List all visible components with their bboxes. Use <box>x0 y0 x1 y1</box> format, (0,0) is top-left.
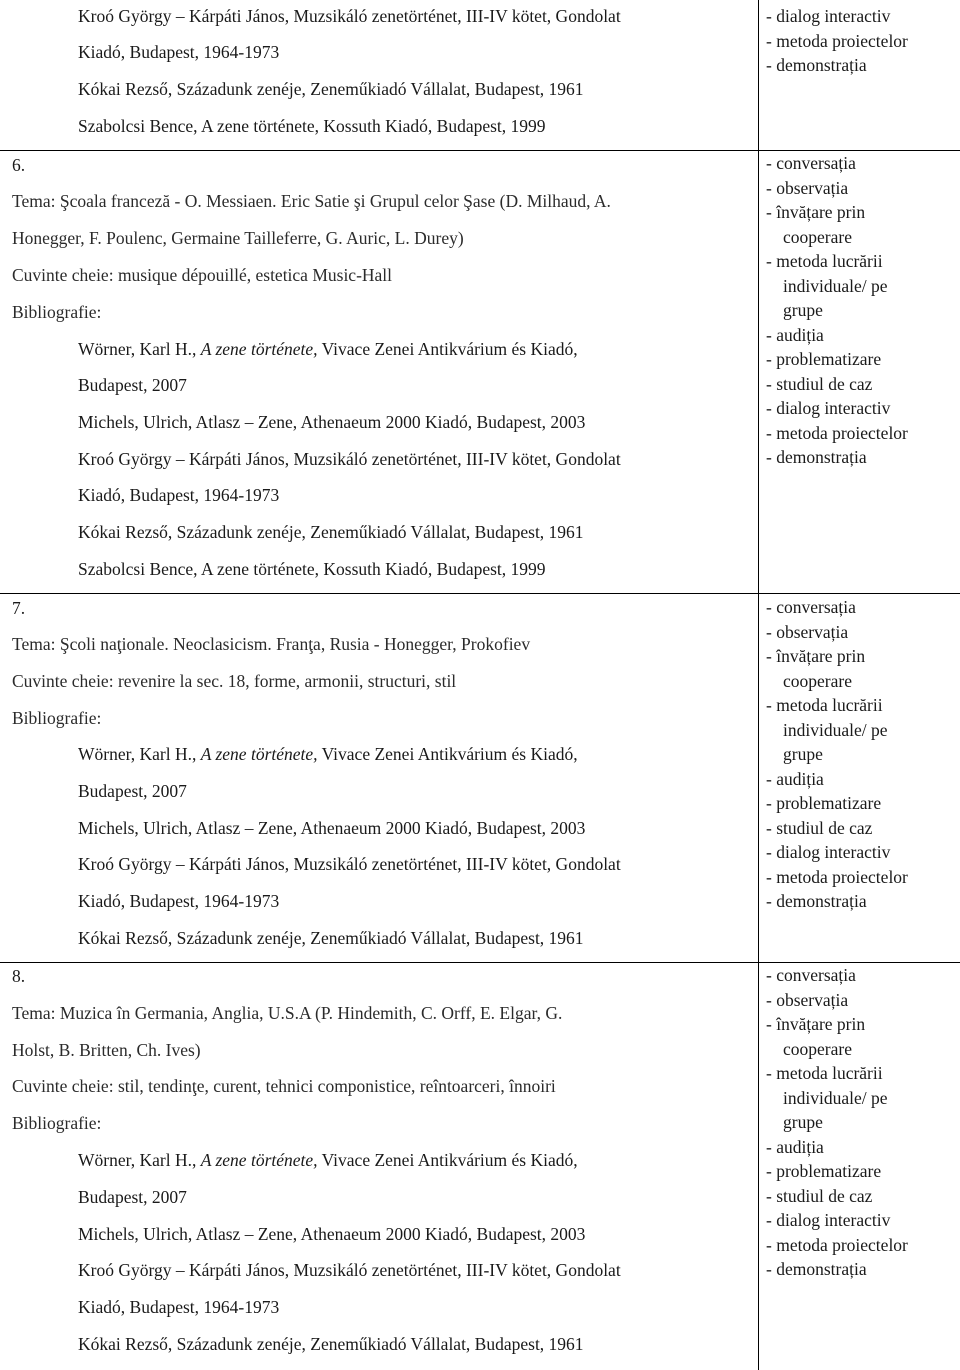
methods-cell-top <box>766 4 908 78</box>
method-item: grupe <box>783 300 823 320</box>
method-item: - observația <box>766 621 849 642</box>
ref-michels: Michels, Ulrich, Atlasz – Zene, Athenaeum 2000 Kiadó, Budapest, 2003 <box>78 818 586 838</box>
methods-cell-8 <box>766 963 908 1282</box>
method-item: - metoda proiectelor <box>766 422 908 443</box>
topic-line1: Tema: Şcoli naţionale. Neoclasicism. Franţa, Rusia - Honegger, Prokofiev <box>12 634 531 654</box>
topic-line1: Tema: Şcoala franceză - O. Messiaen. Eric Satie şi Grupul celor Şase (D. Milhaud, A. <box>12 191 611 211</box>
method-item: - metoda proiectelor <box>766 866 908 887</box>
ref-publisher: Vivace Zenei Antikvárium és Kiadó, <box>317 1150 578 1170</box>
ref-title: A zene története, <box>200 744 318 764</box>
section-number: 6. <box>12 155 26 175</box>
method-item: - observația <box>766 177 849 198</box>
ref-publisher: Vivace Zenei Antikvárium és Kiadó, <box>317 339 578 359</box>
keywords: Cuvinte cheie: stil, tendinţe, curent, tehnici componistice, reîntoarceri, înnoiri <box>12 1076 556 1096</box>
method-item: - învățare prin <box>766 1014 866 1034</box>
method-item: individuale/ pe <box>783 719 888 740</box>
ref-kokai: Kókai Rezső, Századunk zenéje, Zeneműkiadó Vállalat, Budapest, 1961 <box>78 928 584 948</box>
method-item: - dialog interactiv <box>766 1210 891 1230</box>
ref-kroo-line2: Kiadó, Budapest, 1964-1973 <box>78 1297 280 1317</box>
ref-title: A zene története, <box>200 1150 318 1170</box>
ref-worner-line1 <box>78 746 578 764</box>
section-number: 8. <box>12 966 26 986</box>
method-item: - demonstrația <box>766 891 867 911</box>
method-item: - conversația <box>766 153 856 173</box>
method-item: cooperare <box>783 670 852 691</box>
method-item: - dialog interactiv <box>766 6 891 26</box>
method-item: - studiul de caz <box>766 373 873 394</box>
method-item: individuale/ pe <box>783 275 888 296</box>
method-item: - studiul de caz <box>766 817 873 838</box>
ref-kroo-line1: Kroó György – Kárpáti János, Muzsikáló zenetörténet, III-IV kötet, Gondolat <box>78 854 621 874</box>
topic-line2: Holst, B. Britten, Ch. Ives) <box>12 1040 201 1060</box>
ref-kroo-line1: Kroó György – Kárpáti János, Muzsikáló zenetörténet, III-IV kötet, Gondolat <box>78 1260 621 1280</box>
method-item: - problematizare <box>766 793 882 813</box>
method-item: - dialog interactiv <box>766 398 891 418</box>
ref-kroo-line2: Kiadó, Budapest, 1964-1973 <box>78 42 280 62</box>
method-item: individuale/ pe <box>783 1087 888 1108</box>
method-item: - problematizare <box>766 1161 882 1181</box>
ref-title: A zene története, <box>200 339 318 359</box>
ref-kokai: Kókai Rezső, Századunk zenéje, Zeneműkiadó Vállalat, Budapest, 1961 <box>78 79 584 99</box>
ref-author: Wörner, Karl H., <box>78 744 201 764</box>
method-item: - conversația <box>766 965 856 985</box>
method-item: - metoda proiectelor <box>766 30 908 51</box>
method-item: cooperare <box>783 226 852 247</box>
ref-szabolcsi: Szabolcsi Bence, A zene története, Kossuth Kiadó, Budapest, 1999 <box>78 559 546 579</box>
method-item: - învățare prin <box>766 646 866 666</box>
methods-cell-7 <box>766 595 908 914</box>
ref-kokai: Kókai Rezső, Századunk zenéje, Zeneműkiadó Vállalat, Budapest, 1961 <box>78 1334 584 1354</box>
method-item: - demonstrația <box>766 447 867 467</box>
method-item: grupe <box>783 744 823 764</box>
ref-kroo-line2: Kiadó, Budapest, 1964-1973 <box>78 485 280 505</box>
ref-kroo-line1: Kroó György – Kárpáti János, Muzsikáló zenetörténet, III-IV kötet, Gondolat <box>78 449 621 469</box>
ref-michels: Michels, Ulrich, Atlasz – Zene, Athenaeum 2000 Kiadó, Budapest, 2003 <box>78 412 586 432</box>
method-item: - audiția <box>766 324 824 345</box>
bibliography-label: Bibliografie: <box>12 302 102 322</box>
topic-line1: Tema: Muzica în Germania, Anglia, U.S.A (P. Hindemith, C. Orff, E. Elgar, G. <box>12 1003 563 1023</box>
ref-worner-line2: Budapest, 2007 <box>78 781 187 801</box>
ref-worner-line2: Budapest, 2007 <box>78 1187 187 1207</box>
method-item: - audiția <box>766 1136 824 1157</box>
method-item: - dialog interactiv <box>766 842 891 862</box>
method-item: - metoda lucrării <box>766 695 883 715</box>
ref-publisher: Vivace Zenei Antikvárium és Kiadó, <box>317 744 578 764</box>
method-item: grupe <box>783 1112 823 1132</box>
method-item: - studiul de caz <box>766 1185 873 1206</box>
method-item: - conversația <box>766 597 856 617</box>
ref-author: Wörner, Karl H., <box>78 339 201 359</box>
method-item: - audiția <box>766 768 824 789</box>
ref-michels: Michels, Ulrich, Atlasz – Zene, Athenaeum 2000 Kiadó, Budapest, 2003 <box>78 1224 586 1244</box>
column-divider <box>758 0 759 1370</box>
ref-kroo-line1: Kroó György – Kárpáti János, Muzsikáló zenetörténet, III-IV kötet, Gondolat <box>78 6 621 26</box>
method-item: - metoda lucrării <box>766 251 883 271</box>
method-item: - problematizare <box>766 349 882 369</box>
method-item: cooperare <box>783 1038 852 1059</box>
section-number: 7. <box>12 598 26 618</box>
row-divider-7 <box>0 593 960 594</box>
ref-kokai: Kókai Rezső, Századunk zenéje, Zeneműkiadó Vállalat, Budapest, 1961 <box>78 522 584 542</box>
keywords: Cuvinte cheie: revenire la sec. 18, forme, armonii, structuri, stil <box>12 671 457 691</box>
ref-kroo-line2: Kiadó, Budapest, 1964-1973 <box>78 891 280 911</box>
keywords: Cuvinte cheie: musique dépouillé, estetica Music-Hall <box>12 265 393 285</box>
method-item: - metoda proiectelor <box>766 1234 908 1255</box>
topic-line2: Honegger, F. Poulenc, Germaine Tailleferre, G. Auric, L. Durey) <box>12 228 464 248</box>
methods-cell-6 <box>766 151 908 470</box>
ref-worner-line1 <box>78 1152 578 1170</box>
bibliography-label: Bibliografie: <box>12 1113 102 1133</box>
ref-worner-line2: Budapest, 2007 <box>78 375 187 395</box>
bibliography-label: Bibliografie: <box>12 708 102 728</box>
method-item: - demonstrația <box>766 1259 867 1279</box>
ref-worner-line1 <box>78 341 578 359</box>
ref-author: Wörner, Karl H., <box>78 1150 201 1170</box>
ref-szabolcsi: Szabolcsi Bence, A zene története, Kossuth Kiadó, Budapest, 1999 <box>78 116 546 136</box>
method-item: - învățare prin <box>766 202 866 222</box>
method-item: - metoda lucrării <box>766 1063 883 1083</box>
method-item: - demonstrația <box>766 55 867 75</box>
method-item: - observația <box>766 989 849 1010</box>
